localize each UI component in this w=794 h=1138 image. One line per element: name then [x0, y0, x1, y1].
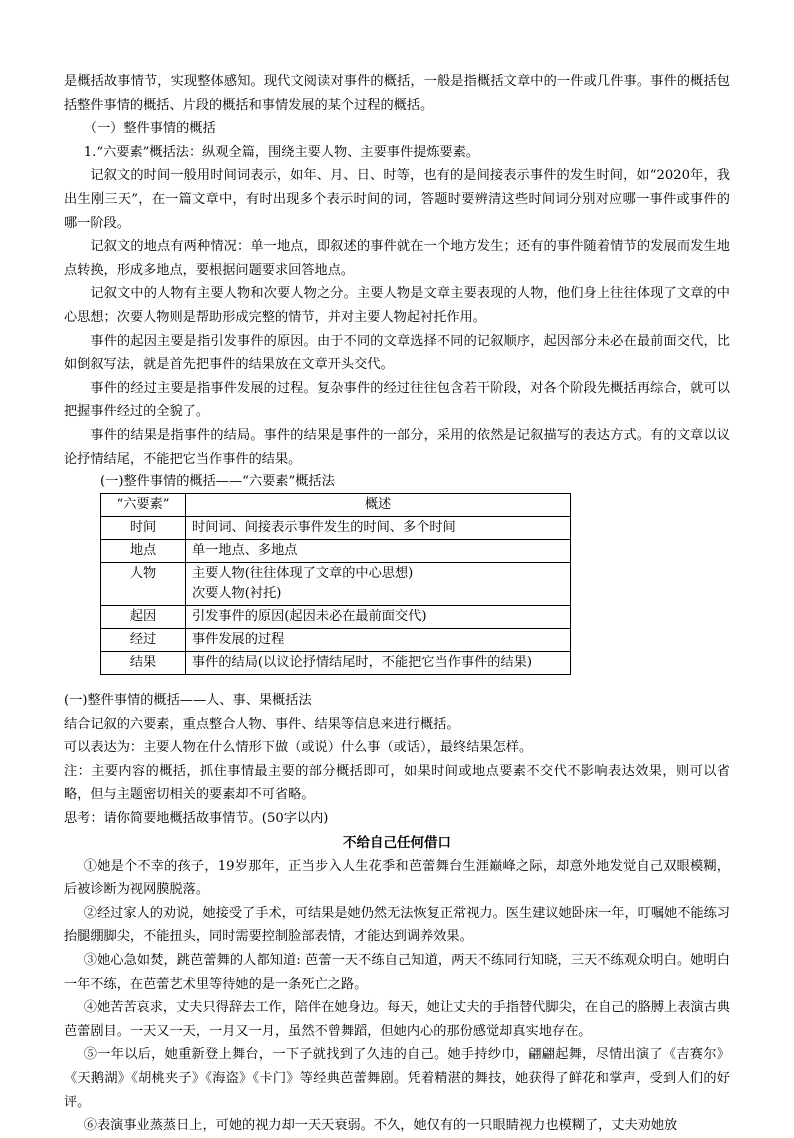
intro-paragraph: 是概括故事情节，实现整体感知。现代文阅读对事件的概括，一般是指概括文章中的一件或几件事。事件的概括包括整件事情的概括、片段的概括和事情发展的某个过程的概括。	[64, 74, 730, 113]
story-paragraph: ④她苦苦哀求，丈夫只得辞去工作，陪伴在她身边。每天，她让丈夫的手指替代脚尖，在自己的胳膊上表演古典芭蕾剧目。一天又一天，一月又一月，虽然不曾舞蹈，但她内心的那份感觉却真实地存在。	[64, 1000, 730, 1039]
table-value-cell: 事件的结局(以议论抒情结尾时，不能把它当作事件的结果)	[186, 652, 571, 675]
spacer	[64, 675, 730, 689]
table-header-cell: 概述	[186, 494, 571, 517]
table-value-line: 主要人物(往往体现了文章的中心思想)	[192, 566, 414, 582]
table-key-cell: 经过	[101, 629, 186, 652]
table-row	[101, 563, 571, 606]
table-row	[101, 629, 571, 652]
table-key-cell: 结果	[101, 652, 186, 675]
story-paragraph: ①她是个不幸的孩子，19岁那年，正当步入人生花季和芭蕾舞台生涯巅峰之际，却意外地发觉自己双眼模糊，后被诊断为视网膜脱落。	[64, 858, 730, 898]
story-paragraph: ③她心急如焚，跳芭蕾舞的人都知道: 芭蕾一天不练自己知道，两天不练同行知晓，三天不练观众明白。她明白一年不练，在芭蕾艺术里等待她的是一条死亡之路。	[64, 953, 730, 992]
method-paragraph: 结合记叙的六要素，重点整合人物、事件、结果等信息来进行概括。	[64, 716, 460, 732]
table-caption: (一)整件事情的概括——“六要素”概括法	[100, 474, 335, 490]
section-heading: (一)整件事情的概括——人、事、果概括法	[64, 693, 312, 709]
table-value-cell: 事件发展的过程	[186, 629, 571, 652]
formula-paragraph: 可以表达为：主要人物在什么情形下做（或说）什么事（或话），最终结果怎样。	[64, 740, 533, 756]
table-value-cell	[186, 563, 571, 606]
place-paragraph: 记叙文的地点有两种情况：单一地点，即叙述的事件就在一个地方发生；还有的事件随着情节的发展而发生地点转换，形成多地点，要根据问题要求回答地点。	[64, 239, 730, 278]
method-paragraph: 1.“六要素”概括法：纵观全篇，围绕主要人物、主要事件提炼要素。	[83, 144, 480, 160]
table-row	[101, 652, 571, 675]
story-paragraph: ⑤一年以后，她重新登上舞台，一下子就找到了久违的自己。她手持纱巾，翩翩起舞，尽情出演了《吉赛尔》《天鹅湖》《胡桃夹子》《海盗》《卡门》等经典芭蕾舞剧。凭着精湛的舞技，她获得了鲜花和掌声，受到人们的好评。	[64, 1047, 730, 1110]
people-paragraph: 记叙文中的人物有主要人物和次要人物之分。主要人物是文章主要表现的人物，他们身上往往体现了文章的中心思想；次要人物则是帮助形成完整的情节，并对主要人物起衬托作用。	[64, 286, 730, 325]
document-page	[64, 70, 730, 1138]
question-paragraph: 思考：请你简要地概括故事情节。(50字以内)	[64, 811, 329, 827]
table-key-cell: 地点	[101, 540, 186, 563]
table-row	[101, 517, 571, 540]
table-key-cell: 起因	[101, 606, 186, 629]
story-paragraph: ⑥表演事业蒸蒸日上，可她的视力却一天天衰弱。不久，她仅有的一只眼睛视力也模糊了，丈夫劝她放	[83, 1118, 678, 1134]
table-value-cell: 单一地点、多地点	[186, 540, 571, 563]
story-paragraph: ②经过家人的劝说，她接受了手术，可结果是她仍然无法恢复正常视力。医生建议她卧床一年，叮嘱她不能练习抬腿绷脚尖，不能扭头，同时需要控制脸部表情，才能达到调养效果。	[64, 905, 730, 945]
table-row	[101, 606, 571, 629]
cause-paragraph: 事件的起因主要是指引发事件的原因。由于不同的文章选择不同的记叙顺序，起因部分未必在最前面交代，比如倒叙写法，就是首先把事件的结果放在文章开头交代。	[64, 333, 730, 373]
table-header-row	[101, 494, 571, 517]
note-paragraph: 注：主要内容的概括，抓住事情最主要的部分概括即可，如果时间或地点要素不交代不影响表达效果，则可以省略，但与主题密切相关的要素却不可省略。	[64, 763, 730, 803]
table-key-cell: 时间	[101, 517, 186, 540]
section-heading: （一）整件事情的概括	[83, 121, 216, 137]
time-paragraph: 记叙文的时间一般用时间词表示，如年、月、日、时等，也有的是间接表示事件的发生时间，如“2020年，我出生刚三天”，在一篇文章中，有时出现多个表示时间的词，答题时要辨清这些时间词分别对应哪一事件或事件的哪一阶段。	[64, 168, 730, 231]
table-row	[101, 540, 571, 563]
process-paragraph: 事件的经过主要是指事件发展的过程。复杂事件的经过往往包含若干阶段，对各个阶段先概括再综合，就可以把握事件经过的全貌了。	[64, 380, 730, 420]
story-title: 不给自己任何借口	[343, 834, 451, 851]
table-key-cell: 人物	[101, 563, 186, 606]
six-elements-table	[100, 493, 571, 675]
table-header-cell: “六要素”	[101, 494, 186, 517]
table-value-cell: 引发事件的原因(起因未必在最前面交代)	[186, 606, 571, 629]
table-value-line: 次要人物(衬托)	[192, 586, 282, 602]
result-paragraph: 事件的结果是指事件的结局。事件的结果是事件的一部分，采用的依然是记叙描写的表达方式。有的文章以议论抒情结尾，不能把它当作事件的结果。	[64, 427, 730, 467]
table-value-cell: 时间词、间接表示事件发生的时间、多个时间	[186, 517, 571, 540]
